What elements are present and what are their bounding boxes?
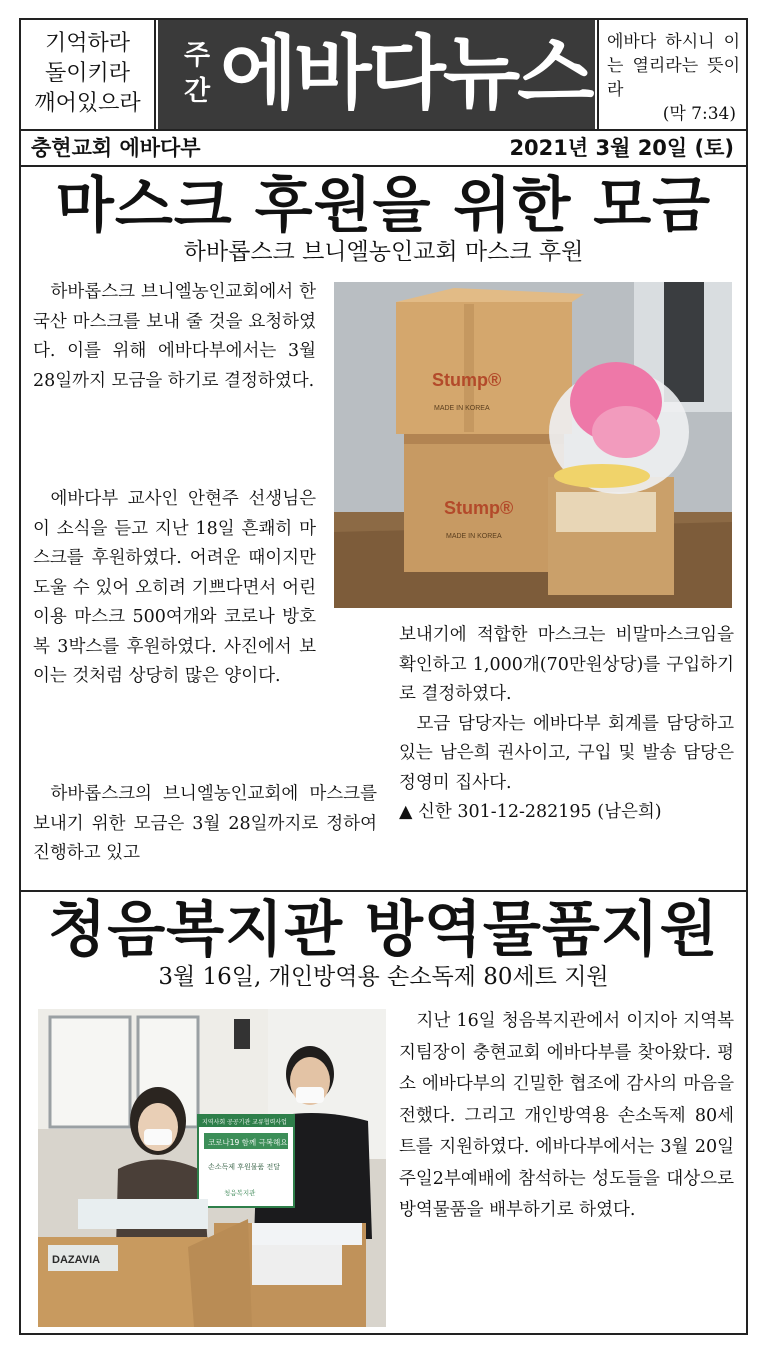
verse (597, 20, 746, 129)
article2-subheadline: 3월 16일, 개인방역용 손소독제 80세트 지원 (158, 964, 609, 990)
article1-paragraph: 하바롭스크의 브니엘농인교회에 마스크를 보내기 위한 모금은 3월 28일까지로 정하여 진행하고 있고 (33, 784, 377, 863)
article-divider (21, 890, 746, 892)
church-name: 충현교회 에바다부 (31, 136, 201, 160)
info-bar (21, 131, 746, 167)
motto-line: 기억하라 (44, 31, 130, 56)
article1-paragraph: 에바다부 교사인 안현주 선생님은 이 소식을 듣고 지난 18일 흔쾌히 마스크를 후원하였다. 어려운 때이지만 도울 수 있어 오히려 기쁘다면서 어린이용 마스크 500여개와 코로나 방호복 3박스를 후원하였다. 사진에서 보이는 것처럼 상당히 많은 양이다. (33, 489, 316, 686)
box-brand-label: Stump® (444, 498, 514, 518)
box-origin-label: MADE IN KOREA (434, 405, 490, 412)
motto-line: 깨어있으라 (34, 91, 141, 116)
paper-name: 에바다뉴스 (220, 27, 592, 120)
verse-reference: (막 7:34) (662, 104, 736, 124)
article1-paragraph: 모금 담당자는 에바다부 회계를 담당하고 있는 남은희 권사이고, 구입 및 발송 담당은 정영미 집사다. (399, 713, 734, 793)
article2-headline: 청음복지관 방역물품지원 (48, 895, 719, 965)
box-origin-label: MADE IN KOREA (446, 533, 502, 540)
weekly-char: 주 (183, 40, 211, 71)
article1-column-right (399, 621, 734, 828)
weekly-label (182, 38, 212, 110)
article1-paragraph: 하바롭스크 브니엘농인교회에서 한국산 마스크를 보내 줄 것을 요청하였다. 이를 위해 에바다부에서는 3월 28일까지 모금을 하기로 결정하였다. (33, 282, 316, 391)
box-brand-label: DAZAVIA (52, 1254, 101, 1266)
article1-paragraph: 보내기에 적합한 마스크는 비말마스크임을 확인하고 1,000개(70만원상당)를 구입하기로 결정하였다. (399, 625, 734, 704)
article1-headline: 마스크 후원을 위한 모금 (55, 171, 712, 241)
article2-paragraph: 지난 16일 청음복지관에서 이지아 지역복지팀장이 충현교회 에바다부를 찾아왔다. 평소 에바다부의 긴밀한 협조에 감사의 마음을 전했다. 그리고 개인방역용 손소독제 80세트를 지원하였다. 에바다부에서는 3월 20일 주일2부예배에 참석하는 성도들을 대상으로 방역물품을 배부하기로 하였다. (399, 1011, 734, 1220)
verse-text: 에바다 하시니 이는 열리라는 뜻이라 (607, 32, 740, 100)
sign-line: 코로나19 함께 극복해요 (208, 1138, 288, 1147)
motto-line: 돌이키라 (44, 61, 130, 86)
sign-line: 지역사회 공공기관 교류협력사업 (202, 1119, 287, 1126)
article2-body (399, 1006, 734, 1227)
sign-line: 청음복지관 (224, 1189, 256, 1197)
newspaper-page (19, 18, 748, 1335)
weekly-char: 간 (183, 76, 211, 107)
box-brand-label: Stump® (432, 370, 502, 390)
mask-boxes-photo (334, 282, 732, 608)
sign-line: 손소독제 후원물품 전달 (208, 1163, 281, 1171)
issue-date: 2021년 3월 20일 (토) (509, 136, 734, 160)
title-box (158, 20, 595, 129)
article1-column-top (33, 278, 316, 396)
article1-column-mid (33, 485, 316, 692)
donation-account: ▲ 신한 301-12-282195 (남은희) (399, 802, 662, 822)
article1-column-bottom (33, 780, 377, 869)
masthead (21, 20, 746, 131)
motto (21, 20, 156, 129)
article1-subheadline: 하바롭스크 브니엘농인교회 마스크 후원 (183, 239, 584, 265)
donation-photo (38, 1009, 386, 1327)
